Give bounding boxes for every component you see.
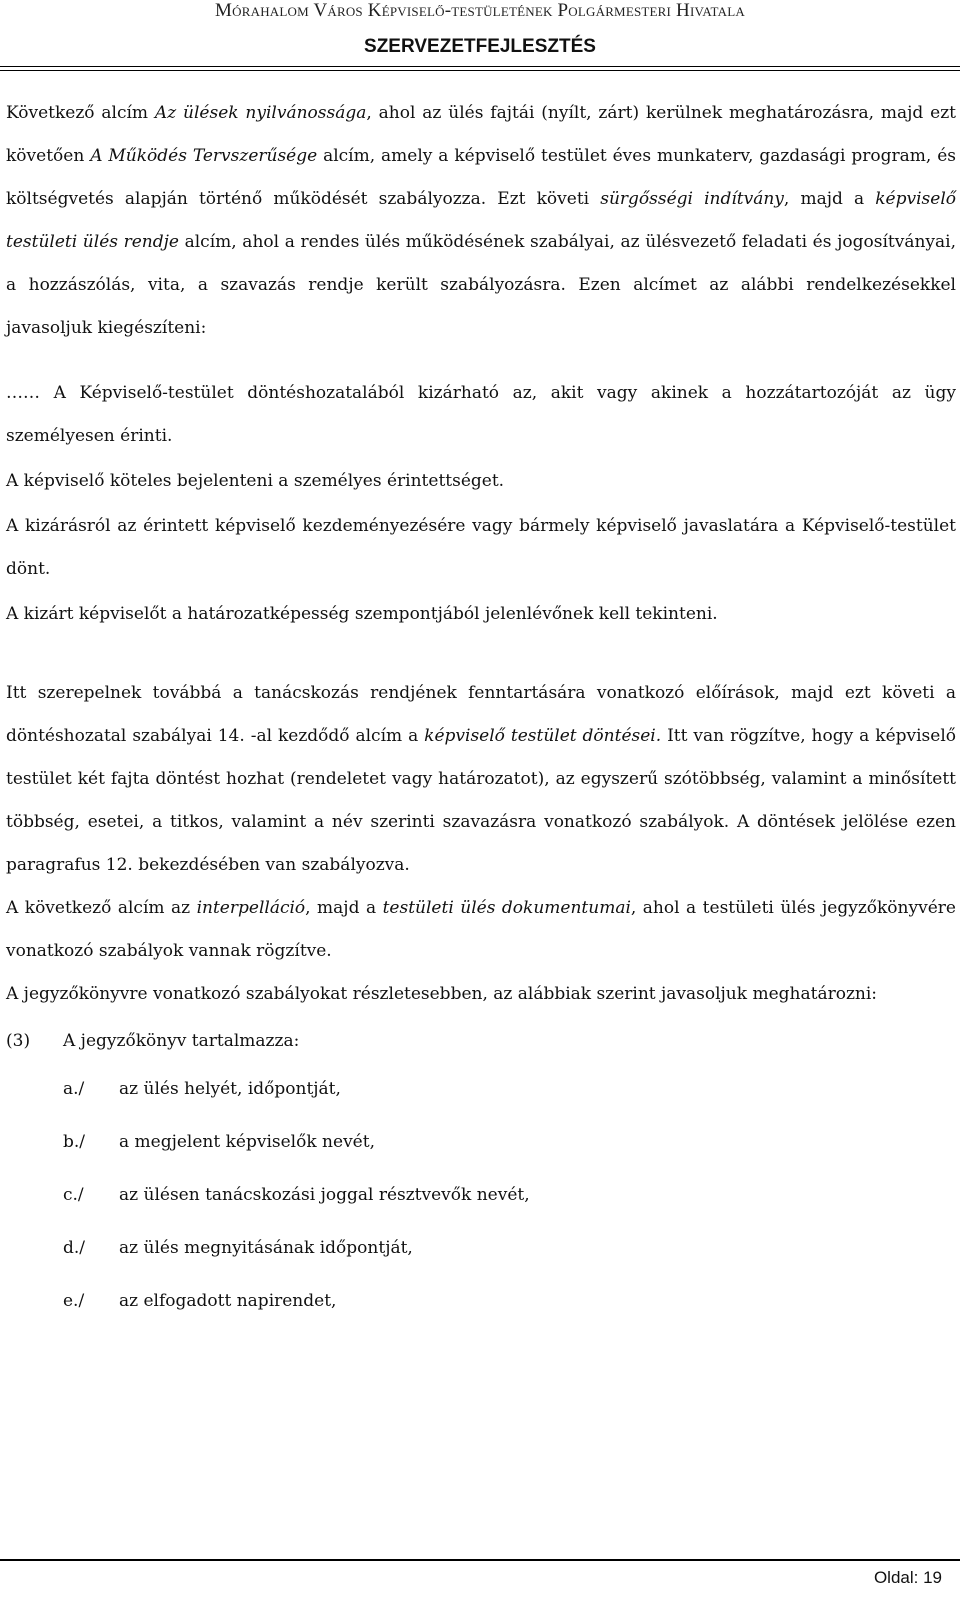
paragraph-7: [6, 887, 956, 973]
text-span: alcím, amely a képviselő testület éves munkaterv, gazdasági program, és költségvetés alapján történő működését szabályozza. Ezt követi: [6, 146, 956, 209]
list-marker: a./: [63, 1079, 85, 1099]
text-span: Itt van rögzítve, hogy a képviselő testület két fajta döntést hozhat (rendeletet vagy határozatot), az egyszerű szótöbbség, valamint a minősített többség, esetei, a titkos, valamint a név szerinti szavazásra vonatkozó szabályok. A döntések jelölése ezen paragrafus 12. bekezdésében van szabályozva.: [6, 726, 957, 875]
text-span: alcím, ahol a rendes ülés működésének szabályai, az ülésvezető feladati és jogosítványai, a hozzászólás, vita, a szavazás rendje került szabályozásra. Ezen alcímet az alábbi rendelkezésekkel javasoljuk kiegészíteni:: [6, 232, 956, 338]
list-item: [6, 1275, 956, 1328]
list-text: az ülés megnyitásának időpontját,: [119, 1238, 413, 1258]
list-text: az ülés helyét, időpontját,: [119, 1079, 341, 1099]
page-number: Oldal: 19: [873, 1568, 942, 1587]
section-text: A jegyzőkönyv tartalmazza:: [63, 1031, 300, 1051]
list-item: [6, 1169, 956, 1222]
italic-span: Az ülések nyilvánossága: [154, 103, 367, 123]
paragraph-8: A jegyzőkönyvre vonatkozó szabályokat részletesebben, az alábbiak szerint javasoljuk meghatározni:: [6, 984, 878, 1004]
list-text: az elfogadott napirendet,: [119, 1291, 337, 1311]
section-heading: [6, 1020, 956, 1063]
italic-span: interpelláció: [196, 898, 306, 918]
text-span: , ahol az ülés fajtái (nyílt, zárt) kerülnek meghatározásra, majd ezt követően: [6, 103, 956, 166]
paragraph-1: [6, 92, 956, 350]
section-number: (3): [6, 1031, 31, 1051]
list-item: [6, 1222, 956, 1275]
italic-span: képviselő testületi ülés rendje: [6, 189, 956, 252]
text-span: Itt szerepelnek továbbá a tanácskozás rendjének fenntartására vonatkozó előírások, majd ezt követi a döntéshozatal szabályai 14. -al kezdődő alcím a: [6, 683, 956, 746]
list-text: a megjelent képviselők nevét,: [119, 1132, 375, 1152]
text-span: Következő alcím: [6, 103, 155, 123]
italic-span: sürgősségi indítvány: [600, 189, 784, 209]
italic-span: képviselő testület döntései.: [424, 726, 662, 746]
italic-span: testületi ülés dokumentumai: [382, 898, 631, 918]
list-marker: b./: [63, 1132, 86, 1152]
text-span: , ahol a testületi ülés jegyzőkönyvére vonatkozó szabályok vannak rögzítve.: [6, 898, 956, 961]
header-rule-thin: [0, 70, 960, 71]
list-item: [6, 1116, 956, 1169]
list-marker: c./: [63, 1185, 84, 1205]
list-marker: e./: [63, 1291, 85, 1311]
page-header: [0, 0, 960, 58]
content-list: [6, 1063, 956, 1328]
header-rule: [0, 66, 960, 67]
footer-rule: [0, 1559, 960, 1561]
organization-name: Mórahalom Város Képviselő-testületének Polgármesteri Hivatala: [215, 0, 745, 21]
text-span: , majd a: [783, 189, 876, 209]
italic-span: A Működés Tervszerűsége: [90, 146, 318, 166]
list-marker: d./: [63, 1238, 86, 1258]
document-body: [6, 92, 956, 1328]
paragraph-3: A képviselő köteles bejelenteni a személyes érintettséget.: [6, 471, 505, 491]
text-span: A következő alcím az: [6, 898, 197, 918]
paragraph-2: …… A Képviselő-testület döntéshozatalából kizárható az, akit vagy akinek a hozzátartozóját az ügy személyesen érinti.: [6, 383, 956, 446]
paragraph-5: A kizárt képviselőt a határozatképesség szempontjából jelenlévőnek kell tekinteni.: [6, 604, 718, 624]
department-title: SZERVEZETFEJLESZTÉS: [364, 36, 596, 57]
paragraph-6: [6, 672, 956, 887]
text-span: , majd a: [305, 898, 383, 918]
list-item: [6, 1063, 956, 1116]
paragraph-4: A kizárásról az érintett képviselő kezdeményezésére vagy bármely képviselő javaslatára a Képviselő-testület dönt.: [6, 516, 956, 579]
list-text: az ülésen tanácskozási joggal résztvevők nevét,: [119, 1185, 530, 1205]
